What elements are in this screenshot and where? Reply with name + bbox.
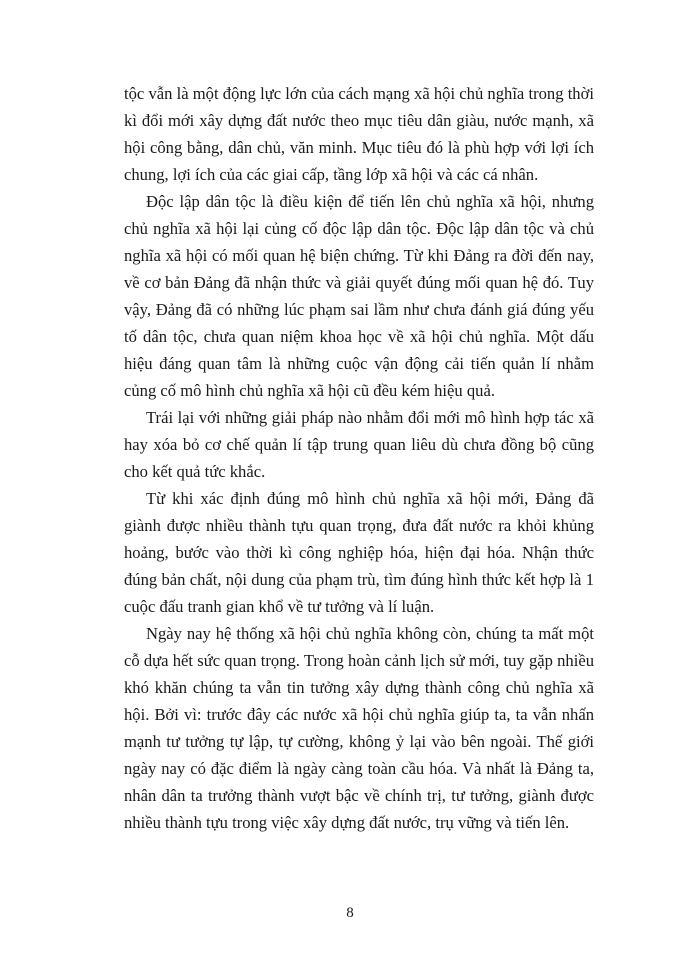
page-number: 8 (346, 905, 354, 921)
text-line: vậy, Đảng đã có những lúc phạm sai lầm như chưa đánh giá đúng yếu (124, 300, 594, 319)
text-line: tố dân tộc, chưa quan niệm khoa học về xã hội chủ nghĩa. Một dấu (124, 327, 594, 346)
text-line: cỗ dựa hết sức quan trọng. Trong hoàn cảnh lịch sử mới, tuy gặp nhiều (124, 651, 594, 670)
text-line: chủ nghĩa xã hội lại củng cố độc lập dân tộc. Độc lập dân tộc và chủ (124, 219, 594, 238)
paragraph-first-line: Từ khi xác định đúng mô hình chủ nghĩa xã hội mới, Đảng đã (146, 489, 594, 508)
text-line: hiệu đáng quan tâm là những cuộc vận động cải tiến quản lí nhằm (124, 354, 594, 373)
paragraph-first-line: Độc lập dân tộc là điều kiện để tiến lên chủ nghĩa xã hội, nhưng (146, 192, 594, 211)
text-line: chung, lợi ích của các giai cấp, tầng lớp xã hội và các cá nhân. (124, 165, 539, 184)
text-line: về cơ bản Đảng đã nhận thức và giải quyết đúng mối quan hệ đó. Tuy (124, 273, 594, 292)
text-line: hay xóa bỏ cơ chế quản lí tập trung quan liêu dù chưa đồng bộ cũng (124, 435, 594, 454)
paragraph-first-line: Trái lại với những giải pháp nào nhằm đổi mới mô hình hợp tác xã (146, 408, 594, 427)
text-line: hội công bằng, dân chủ, văn minh. Mục tiêu đó là phù hợp với lợi ích (124, 138, 594, 157)
text-line: hoảng, bước vào thời kì công nghiệp hóa, hiện đại hóa. Nhận thức (124, 543, 594, 562)
text-line: nghĩa xã hội có mối quan hệ biện chứng. Từ khi Đảng ra đời đến nay, (124, 246, 594, 265)
text-line: hội. Bởi vì: trước đây các nước xã hội chủ nghĩa giúp ta, ta vẫn nhấn (124, 705, 594, 724)
text-line: củng cố mô hình chủ nghĩa xã hội cũ đều kém hiệu quả. (124, 381, 495, 400)
text-line: khó khăn chúng ta vẫn tin tưởng xây dựng thành công chủ nghĩa xã (124, 678, 594, 697)
text-line: mạnh tư tưởng tự lập, tự cường, không ỷ lại vào bên ngoài. Thế giới (124, 732, 594, 751)
text-line: nhiều thành tựu trong việc xây dựng đất nước, trụ vững và tiến lên. (124, 813, 570, 832)
text-line: ngày nay có đặc điểm là ngày càng toàn cầu hóa. Và nhất là Đảng ta, (124, 759, 594, 778)
text-line: cuộc đấu tranh gian khổ về tư tưởng và lí luận. (124, 597, 435, 616)
text-line: đúng bản chất, nội dung của phạm trù, tìm đúng hình thức kết hợp là 1 (124, 570, 594, 589)
text-line: giành được nhiều thành tựu quan trọng, đưa đất nước ra khỏi khủng (124, 516, 594, 535)
text-line: cho kết quả tức khắc. (124, 462, 266, 481)
text-line: nhân dân ta trưởng thành vượt bậc về chính trị, tư tưởng, giành được (124, 786, 594, 805)
paragraph-first-line: Ngày nay hệ thống xã hội chủ nghĩa không còn, chúng ta mất một (146, 624, 594, 643)
text-line: tộc vẫn là một động lực lớn của cách mạng xã hội chủ nghĩa trong thời (124, 84, 594, 103)
text-line: kì đổi mới xây dựng đất nước theo mục tiêu dân giàu, nước mạnh, xã (124, 111, 594, 130)
